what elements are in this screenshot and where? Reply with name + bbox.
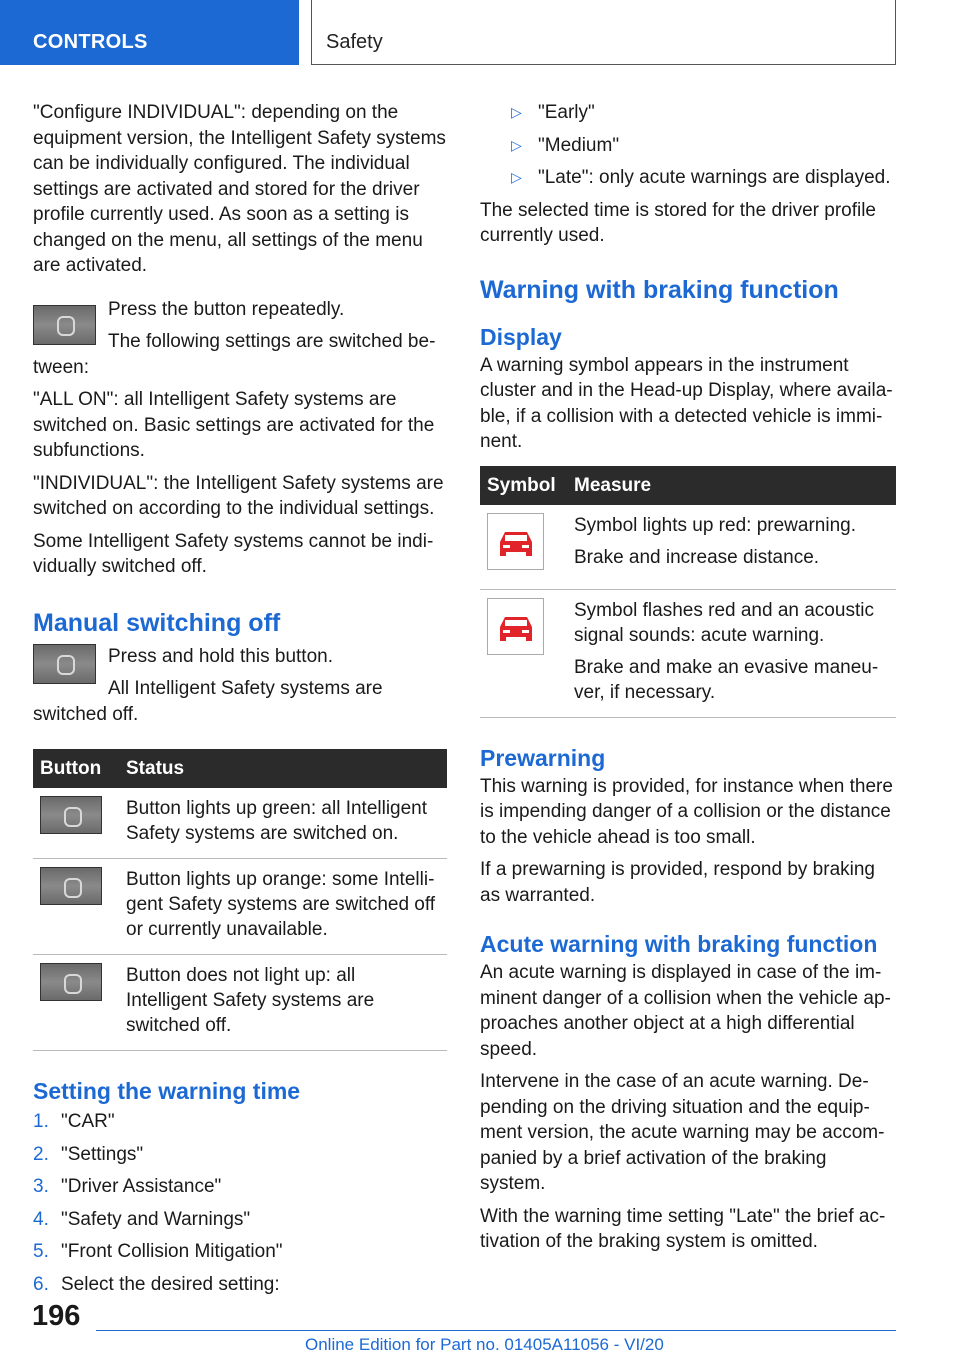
list-item — [33, 1109, 447, 1135]
footer-divider — [96, 1330, 896, 1331]
chapter-tab — [311, 0, 896, 65]
step-number: 4. — [33, 1208, 49, 1230]
press-repeat-block — [33, 297, 447, 381]
collision-warning-car-icon — [487, 598, 544, 655]
triangle-bullet-icon: ▷ — [511, 104, 522, 120]
step-number: 1. — [33, 1111, 49, 1132]
steps-list — [33, 1109, 447, 1297]
intelligent-safety-button-icon — [40, 867, 102, 905]
options-list — [480, 100, 896, 191]
step-number: 5. — [33, 1241, 49, 1262]
measure-text: Brake and make an evasive maneuver, if necessary. — [574, 656, 879, 703]
warning-time-heading: Setting the warning time — [33, 1078, 301, 1104]
option-text: "Late": only acute warnings are displayed. — [538, 167, 891, 188]
following-text: The following settings are switched between: — [33, 331, 436, 378]
press-hold-block — [33, 644, 447, 728]
intelligent-safety-button-icon — [40, 963, 102, 1001]
intelligent-safety-button-icon — [40, 796, 102, 834]
all-on-text: "ALL ON": all Intelligent Safety systems are switched on. Basic settings are activated for the subfunctions. — [33, 389, 435, 461]
option-text: "Medium" — [538, 134, 620, 156]
intelligent-safety-button-icon — [33, 644, 96, 684]
step-number: 3. — [33, 1176, 49, 1197]
section-tab — [0, 0, 299, 65]
individual-text: "INDIVIDUAL": the Intelligent Safety systems are switched on according to the individual settings. — [33, 472, 444, 519]
button-status-table — [33, 749, 447, 1051]
list-item — [33, 1272, 447, 1298]
display-heading: Display — [480, 323, 562, 350]
stored-text: The selected time is stored for the driver profile currently used. — [480, 199, 877, 246]
symbol-column-header: Symbol — [480, 466, 567, 505]
list-item — [33, 1207, 447, 1233]
list-item — [480, 100, 896, 126]
measure-column-header: Measure — [567, 466, 896, 505]
manual-switching-heading: Manual switching off — [33, 608, 281, 637]
step-text: "Front Collision Mitigation" — [61, 1241, 283, 1262]
list-item — [33, 1142, 447, 1168]
list-item — [33, 1174, 447, 1200]
table-row — [33, 788, 447, 859]
table-row — [33, 955, 447, 1051]
measure-text: Brake and increase distance. — [574, 546, 820, 568]
status-cell: Button lights up orange: some Intelligent Safety systems are switched off or currently unavailable. — [119, 859, 447, 955]
step-text: "CAR" — [61, 1111, 115, 1132]
chapter-title: Safety — [326, 31, 383, 53]
collision-warning-car-icon — [487, 513, 544, 570]
left-column — [33, 100, 447, 1304]
all-off-text: All Intelligent Safety systems are switched off. — [33, 678, 383, 725]
status-column-header: Status — [119, 749, 447, 788]
press-repeat-text: Press the button repeatedly. — [108, 298, 345, 320]
table-row — [33, 859, 447, 955]
triangle-bullet-icon: ▷ — [511, 169, 522, 185]
measure-text: Symbol flashes red and an acoustic signal sounds: acute warning. — [574, 599, 874, 646]
list-item — [480, 165, 896, 191]
intro-paragraph: "Configure INDIVIDUAL": depending on the equipment version, the Intelligent Safety systems can be individually configured. The individual settings are activated and stored for the driver profile currently used. As soon as a setting is changed on the menu, all settings of the menu are activated. — [33, 102, 446, 276]
step-text: "Driver Assistance" — [61, 1176, 222, 1197]
acute-warning-heading: Acute warning with braking function — [480, 931, 878, 957]
acute-text: An acute warning is displayed in case of the imminent danger of a collision when the vehicle approaches another object at a high differential speed. — [480, 962, 891, 1060]
option-text: "Early" — [538, 102, 595, 123]
edition-text: Online Edition for Part no. 01405A11056 - VI/20 — [305, 1335, 664, 1354]
section-title: CONTROLS — [33, 31, 148, 53]
step-number: 2. — [33, 1143, 49, 1165]
right-column — [480, 100, 896, 1262]
step-number: 6. — [33, 1273, 49, 1295]
list-item — [480, 133, 896, 159]
triangle-bullet-icon: ▷ — [511, 136, 522, 153]
status-cell: Button does not light up: all Intelligent Safety systems are switched off. — [119, 955, 447, 1051]
status-cell: Button lights up green: all Intelligent Safety systems are switched on. — [119, 788, 447, 859]
some-text: Some Intelligent Safety systems cannot be individually switched off. — [33, 530, 434, 577]
symbol-measure-table — [480, 466, 896, 718]
late-text: With the warning time setting "Late" the brief activation of the braking system is omitted. — [480, 1205, 886, 1252]
display-text: A warning symbol appears in the instrument cluster and in the Head-up Display, where available, if a collision with a detected vehicle is imminent. — [480, 354, 893, 452]
press-hold-text: Press and hold this button. — [108, 645, 333, 667]
braking-heading: Warning with braking function — [480, 275, 839, 304]
measure-text: Symbol lights up red: prewarning. — [574, 514, 856, 536]
page-number: 196 — [32, 1300, 81, 1332]
button-column-header: Button — [33, 749, 119, 788]
step-text: "Safety and Warnings" — [61, 1208, 251, 1230]
list-item — [33, 1239, 447, 1265]
intelligent-safety-button-icon — [33, 305, 96, 345]
intervene-text: Intervene in the case of an acute warning. Depending on the driving situation and the equipment version, the acute warning may be accompanied by a brief activation of the braking system. — [480, 1071, 885, 1194]
prewarning-heading: Prewarning — [480, 744, 606, 771]
prewarning-respond-text: If a prewarning is provided, respond by braking as warranted. — [480, 859, 876, 906]
prewarning-text: This warning is provided, for instance when there is impending danger of a collision or the distance to the vehicle ahead is too small. — [480, 775, 893, 848]
step-text: Select the desired setting: — [61, 1273, 280, 1295]
step-text: "Settings" — [61, 1143, 144, 1165]
table-row — [480, 589, 896, 717]
table-row — [480, 505, 896, 590]
